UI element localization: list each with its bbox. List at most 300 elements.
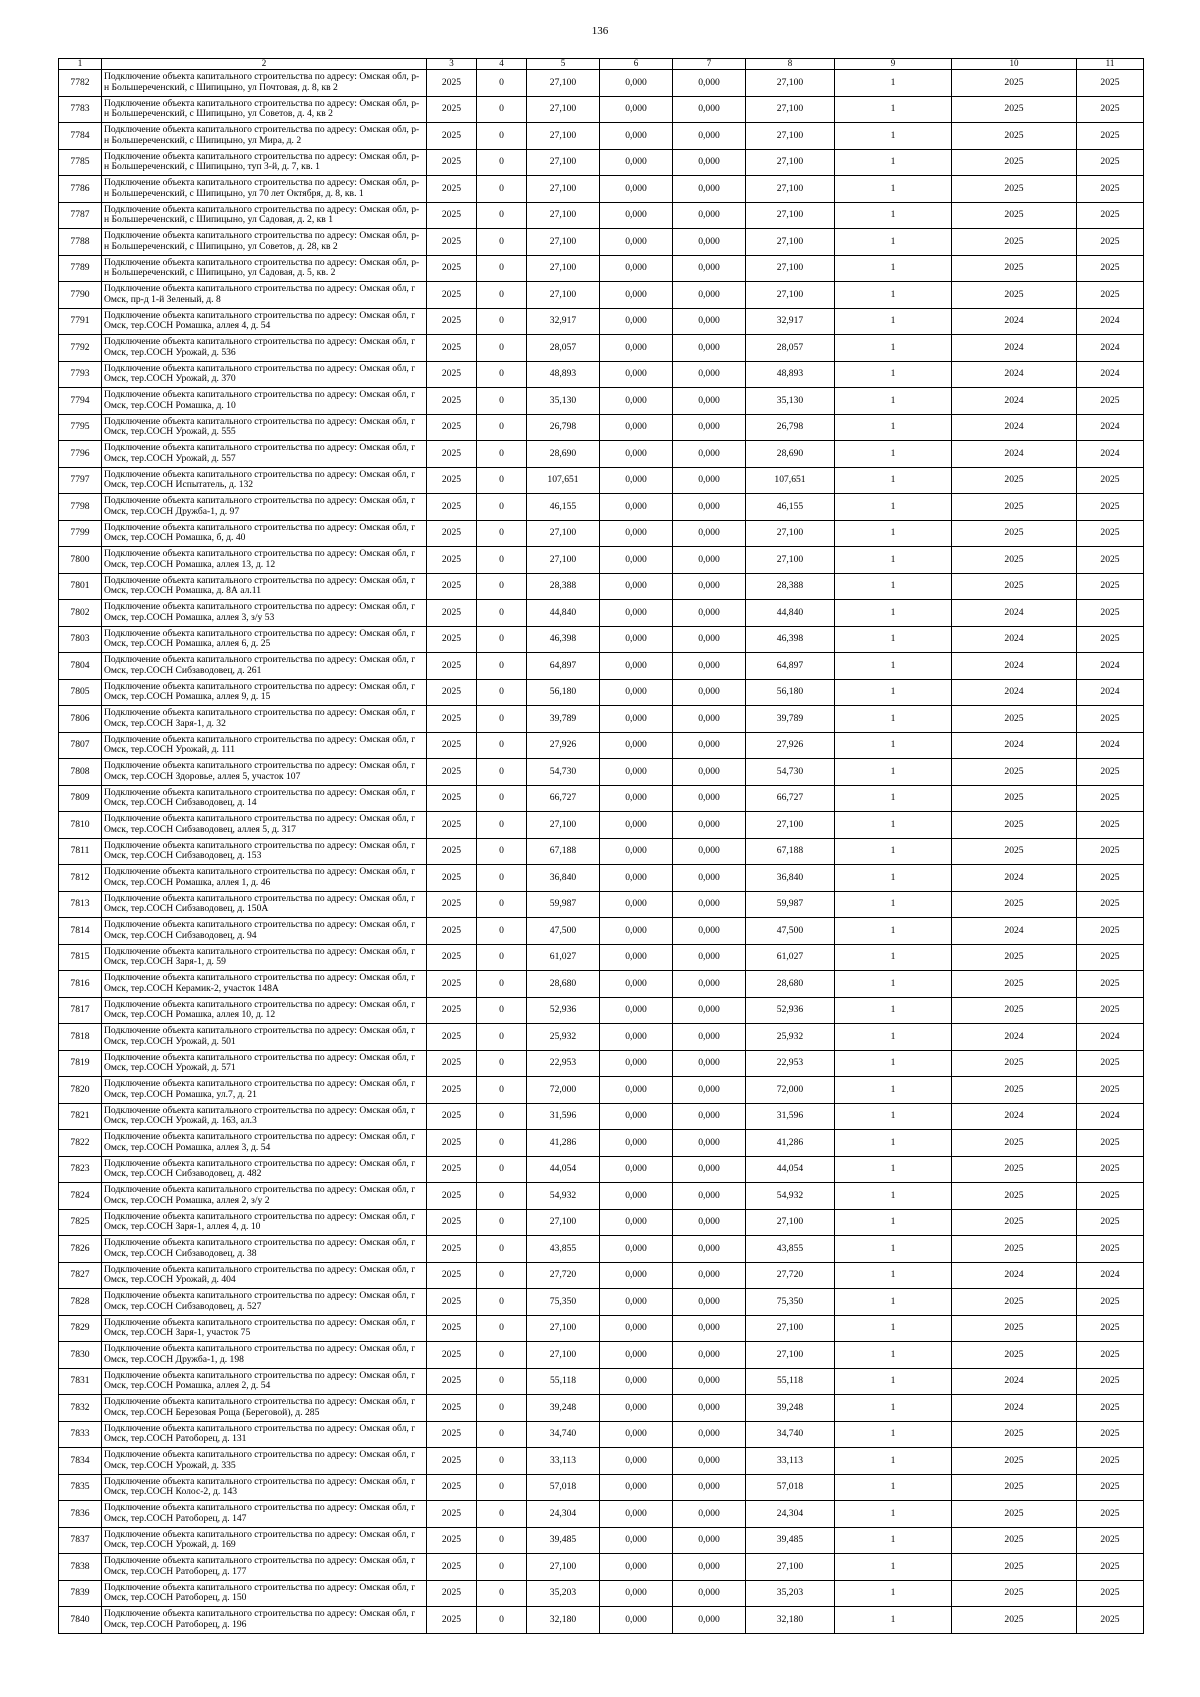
col-3-year-cell: 2025 [427,202,477,229]
col-7-amount-cell: 0,000 [673,732,746,759]
table-row [59,706,1144,733]
col-5-amount-cell: 54,932 [527,1183,600,1210]
col-6-amount-cell: 0,000 [600,388,673,415]
col-6-amount-cell: 0,000 [600,202,673,229]
object-description-cell: Подключение объекта капитального строительства по адресу: Омская обл, г Омск, тер.СОСН Колос-2, д. 143 [102,1474,427,1501]
col-5-amount-cell: 27,100 [527,520,600,547]
col-3-year-cell: 2025 [427,255,477,282]
col-11-year-cell: 2025 [1077,547,1144,574]
col-11-year-cell: 2025 [1077,96,1144,123]
col-8-amount-cell: 35,130 [746,388,835,415]
col-10-year-cell: 2024 [952,308,1077,335]
column-header-2: 2 [102,59,427,70]
column-header-11: 11 [1077,59,1144,70]
object-description-cell: Подключение объекта капитального строительства по адресу: Омская обл, г Омск, тер.СОСН Урожай, д. 404 [102,1262,427,1289]
col-8-amount-cell: 27,100 [746,1554,835,1581]
row-number-cell: 7795 [59,414,102,441]
col-11-year-cell: 2025 [1077,918,1144,945]
col-4-value-cell: 0 [477,494,527,521]
col-9-count-cell: 1 [835,1077,952,1104]
table-row [59,229,1144,256]
col-3-year-cell: 2025 [427,1342,477,1369]
col-7-amount-cell: 0,000 [673,361,746,388]
table-row [59,1183,1144,1210]
table-row [59,1421,1144,1448]
col-9-count-cell: 1 [835,176,952,203]
row-number-cell: 7826 [59,1236,102,1263]
col-3-year-cell: 2025 [427,891,477,918]
object-description-cell: Подключение объекта капитального строительства по адресу: Омская обл, г Омск, тер.СОСН Урожай, д. 557 [102,441,427,468]
col-11-year-cell: 2025 [1077,149,1144,176]
table-row [59,759,1144,786]
col-8-amount-cell: 34,740 [746,1421,835,1448]
col-6-amount-cell: 0,000 [600,1050,673,1077]
table-row [59,944,1144,971]
col-8-amount-cell: 48,893 [746,361,835,388]
col-9-count-cell: 1 [835,1501,952,1528]
row-number-cell: 7788 [59,229,102,256]
col-9-count-cell: 1 [835,1209,952,1236]
col-7-amount-cell: 0,000 [673,202,746,229]
object-description-cell: Подключение объекта капитального строительства по адресу: Омская обл, г Омск, тер.СОСН Ромашка, б, д. 40 [102,520,427,547]
object-description-cell: Подключение объекта капитального строительства по адресу: Омская обл, г Омск, тер.СОСН Урожай, д. 501 [102,1024,427,1051]
row-number-cell: 7787 [59,202,102,229]
col-3-year-cell: 2025 [427,308,477,335]
col-4-value-cell: 0 [477,520,527,547]
col-5-amount-cell: 35,130 [527,388,600,415]
col-11-year-cell: 2025 [1077,520,1144,547]
col-9-count-cell: 1 [835,865,952,892]
table-row [59,573,1144,600]
col-10-year-cell: 2025 [952,1315,1077,1342]
col-5-amount-cell: 27,100 [527,255,600,282]
col-3-year-cell: 2025 [427,1289,477,1316]
col-11-year-cell: 2024 [1077,679,1144,706]
table-row [59,494,1144,521]
row-number-cell: 7782 [59,70,102,97]
col-3-year-cell: 2025 [427,1315,477,1342]
col-4-value-cell: 0 [477,785,527,812]
col-10-year-cell: 2025 [952,1607,1077,1634]
col-5-amount-cell: 44,054 [527,1156,600,1183]
row-number-cell: 7791 [59,308,102,335]
col-4-value-cell: 0 [477,176,527,203]
col-11-year-cell: 2025 [1077,865,1144,892]
col-10-year-cell: 2025 [952,1342,1077,1369]
col-9-count-cell: 1 [835,1342,952,1369]
col-3-year-cell: 2025 [427,388,477,415]
col-8-amount-cell: 67,188 [746,838,835,865]
object-description-cell: Подключение объекта капитального строительства по адресу: Омская обл, г Омск, тер.СОСН Здоровье, аллея 5, участок 107 [102,759,427,786]
col-10-year-cell: 2025 [952,255,1077,282]
col-8-amount-cell: 27,100 [746,1315,835,1342]
col-7-amount-cell: 0,000 [673,573,746,600]
col-9-count-cell: 1 [835,255,952,282]
col-7-amount-cell: 0,000 [673,520,746,547]
col-7-amount-cell: 0,000 [673,1050,746,1077]
col-5-amount-cell: 64,897 [527,653,600,680]
row-number-cell: 7833 [59,1421,102,1448]
table-row [59,308,1144,335]
col-4-value-cell: 0 [477,1050,527,1077]
object-description-cell: Подключение объекта капитального строительства по адресу: Омская обл, г Омск, тер.СОСН Заря-1, аллея 4, д. 10 [102,1209,427,1236]
object-description-cell: Подключение объекта капитального строительства по адресу: Омская обл, г Омск, тер.СОСН Керамик-2, участок 148А [102,971,427,998]
col-4-value-cell: 0 [477,1607,527,1634]
table-row [59,1501,1144,1528]
col-10-year-cell: 2025 [952,1580,1077,1607]
col-10-year-cell: 2025 [952,997,1077,1024]
col-6-amount-cell: 0,000 [600,1236,673,1263]
col-4-value-cell: 0 [477,1580,527,1607]
col-4-value-cell: 0 [477,1342,527,1369]
row-number-cell: 7807 [59,732,102,759]
object-description-cell: Подключение объекта капитального строительства по адресу: Омская обл, г Омск, тер.СОСН Ромашка, д. 10 [102,388,427,415]
col-5-amount-cell: 32,917 [527,308,600,335]
col-5-amount-cell: 43,855 [527,1236,600,1263]
col-5-amount-cell: 27,100 [527,123,600,150]
table-row [59,441,1144,468]
col-3-year-cell: 2025 [427,1156,477,1183]
col-3-year-cell: 2025 [427,1050,477,1077]
col-7-amount-cell: 0,000 [673,282,746,309]
object-description-cell: Подключение объекта капитального строительства по адресу: Омская обл, г Омск, тер.СОСН Урожай, д. 169 [102,1527,427,1554]
col-9-count-cell: 1 [835,918,952,945]
col-10-year-cell: 2025 [952,1077,1077,1104]
col-7-amount-cell: 0,000 [673,1342,746,1369]
col-3-year-cell: 2025 [427,149,477,176]
col-8-amount-cell: 75,350 [746,1289,835,1316]
col-9-count-cell: 1 [835,626,952,653]
col-6-amount-cell: 0,000 [600,1421,673,1448]
col-9-count-cell: 1 [835,149,952,176]
table-row [59,1236,1144,1263]
object-description-cell: Подключение объекта капитального строительства по адресу: Омская обл, р-н Большереченский, с Шипицыно, ул Садовая, д. 5, кв. 2 [102,255,427,282]
col-10-year-cell: 2025 [952,1289,1077,1316]
col-6-amount-cell: 0,000 [600,1527,673,1554]
col-6-amount-cell: 0,000 [600,467,673,494]
col-10-year-cell: 2024 [952,600,1077,627]
row-number-cell: 7784 [59,123,102,150]
col-7-amount-cell: 0,000 [673,997,746,1024]
row-number-cell: 7818 [59,1024,102,1051]
col-4-value-cell: 0 [477,388,527,415]
row-number-cell: 7815 [59,944,102,971]
col-7-amount-cell: 0,000 [673,70,746,97]
col-7-amount-cell: 0,000 [673,149,746,176]
col-7-amount-cell: 0,000 [673,1315,746,1342]
col-4-value-cell: 0 [477,255,527,282]
col-5-amount-cell: 59,987 [527,891,600,918]
col-11-year-cell: 2024 [1077,1262,1144,1289]
object-description-cell: Подключение объекта капитального строительства по адресу: Омская обл, г Омск, тер.СОСН Сибзаводовец, аллея 5, д. 317 [102,812,427,839]
row-number-cell: 7799 [59,520,102,547]
col-7-amount-cell: 0,000 [673,547,746,574]
col-6-amount-cell: 0,000 [600,1554,673,1581]
col-10-year-cell: 2025 [952,891,1077,918]
col-5-amount-cell: 46,155 [527,494,600,521]
col-7-amount-cell: 0,000 [673,679,746,706]
col-6-amount-cell: 0,000 [600,1209,673,1236]
col-5-amount-cell: 107,651 [527,467,600,494]
table-row [59,547,1144,574]
col-4-value-cell: 0 [477,865,527,892]
col-10-year-cell: 2024 [952,732,1077,759]
col-5-amount-cell: 27,100 [527,176,600,203]
col-6-amount-cell: 0,000 [600,1130,673,1157]
col-5-amount-cell: 28,388 [527,573,600,600]
table-row [59,600,1144,627]
col-4-value-cell: 0 [477,1262,527,1289]
table-row [59,1342,1144,1369]
col-6-amount-cell: 0,000 [600,149,673,176]
col-6-amount-cell: 0,000 [600,679,673,706]
col-8-amount-cell: 46,398 [746,626,835,653]
col-8-amount-cell: 54,730 [746,759,835,786]
col-6-amount-cell: 0,000 [600,547,673,574]
col-10-year-cell: 2025 [952,838,1077,865]
col-7-amount-cell: 0,000 [673,1448,746,1475]
col-3-year-cell: 2025 [427,944,477,971]
object-description-cell: Подключение объекта капитального строительства по адресу: Омская обл, р-н Большереченский, с Шипицыно, ул Советов, д. 28, кв 2 [102,229,427,256]
row-number-cell: 7837 [59,1527,102,1554]
col-9-count-cell: 1 [835,335,952,362]
col-9-count-cell: 1 [835,96,952,123]
col-11-year-cell: 2025 [1077,1183,1144,1210]
col-3-year-cell: 2025 [427,494,477,521]
row-number-cell: 7789 [59,255,102,282]
col-6-amount-cell: 0,000 [600,308,673,335]
col-11-year-cell: 2025 [1077,282,1144,309]
col-9-count-cell: 1 [835,944,952,971]
col-3-year-cell: 2025 [427,1580,477,1607]
col-9-count-cell: 1 [835,600,952,627]
table-row [59,1209,1144,1236]
col-11-year-cell: 2025 [1077,255,1144,282]
col-3-year-cell: 2025 [427,1077,477,1104]
col-7-amount-cell: 0,000 [673,706,746,733]
col-8-amount-cell: 27,100 [746,1209,835,1236]
col-4-value-cell: 0 [477,547,527,574]
table-row [59,1156,1144,1183]
col-7-amount-cell: 0,000 [673,441,746,468]
col-10-year-cell: 2025 [952,1156,1077,1183]
col-5-amount-cell: 27,100 [527,149,600,176]
table-row [59,1554,1144,1581]
col-6-amount-cell: 0,000 [600,1289,673,1316]
col-10-year-cell: 2025 [952,123,1077,150]
object-description-cell: Подключение объекта капитального строительства по адресу: Омская обл, г Омск, тер.СОСН Ромашка, ул.7, д. 21 [102,1077,427,1104]
col-10-year-cell: 2025 [952,971,1077,998]
col-10-year-cell: 2024 [952,1024,1077,1051]
col-10-year-cell: 2025 [952,1236,1077,1263]
col-6-amount-cell: 0,000 [600,1580,673,1607]
object-description-cell: Подключение объекта капитального строительства по адресу: Омская обл, р-н Большереченский, с Шипицыно, ул Советов, д. 4, кв 2 [102,96,427,123]
col-8-amount-cell: 27,100 [746,812,835,839]
col-3-year-cell: 2025 [427,1527,477,1554]
object-description-cell: Подключение объекта капитального строительства по адресу: Омская обл, г Омск, тер.СОСН Заря-1, д. 32 [102,706,427,733]
col-5-amount-cell: 57,018 [527,1474,600,1501]
col-7-amount-cell: 0,000 [673,335,746,362]
col-11-year-cell: 2025 [1077,785,1144,812]
col-3-year-cell: 2025 [427,335,477,362]
col-3-year-cell: 2025 [427,759,477,786]
col-6-amount-cell: 0,000 [600,441,673,468]
object-description-cell: Подключение объекта капитального строительства по адресу: Омская обл, г Омск, тер.СОСН Ратоборец, д. 196 [102,1607,427,1634]
col-3-year-cell: 2025 [427,1262,477,1289]
col-5-amount-cell: 39,789 [527,706,600,733]
col-3-year-cell: 2025 [427,520,477,547]
col-5-amount-cell: 27,100 [527,1209,600,1236]
table-row [59,1368,1144,1395]
col-3-year-cell: 2025 [427,679,477,706]
col-10-year-cell: 2024 [952,414,1077,441]
object-description-cell: Подключение объекта капитального строительства по адресу: Омская обл, г Омск, пр-д 1-й Зеленый, д. 8 [102,282,427,309]
col-11-year-cell: 2025 [1077,891,1144,918]
row-number-cell: 7797 [59,467,102,494]
col-4-value-cell: 0 [477,361,527,388]
object-description-cell: Подключение объекта капитального строительства по адресу: Омская обл, г Омск, тер.СОСН Сибзаводовец, д. 38 [102,1236,427,1263]
col-6-amount-cell: 0,000 [600,1607,673,1634]
row-number-cell: 7829 [59,1315,102,1342]
column-header-9: 9 [835,59,952,70]
col-7-amount-cell: 0,000 [673,414,746,441]
object-description-cell: Подключение объекта капитального строительства по адресу: Омская обл, г Омск, тер.СОСН Сибзаводовец, д. 153 [102,838,427,865]
col-4-value-cell: 0 [477,1156,527,1183]
col-11-year-cell: 2025 [1077,944,1144,971]
col-6-amount-cell: 0,000 [600,1103,673,1130]
col-8-amount-cell: 27,720 [746,1262,835,1289]
table-row [59,149,1144,176]
row-number-cell: 7828 [59,1289,102,1316]
col-7-amount-cell: 0,000 [673,1262,746,1289]
col-11-year-cell: 2024 [1077,414,1144,441]
col-9-count-cell: 1 [835,732,952,759]
col-4-value-cell: 0 [477,732,527,759]
col-6-amount-cell: 0,000 [600,812,673,839]
col-8-amount-cell: 57,018 [746,1474,835,1501]
col-9-count-cell: 1 [835,1315,952,1342]
col-3-year-cell: 2025 [427,838,477,865]
col-8-amount-cell: 27,100 [746,547,835,574]
col-11-year-cell: 2025 [1077,494,1144,521]
table-row [59,176,1144,203]
row-number-cell: 7811 [59,838,102,865]
col-4-value-cell: 0 [477,891,527,918]
col-10-year-cell: 2025 [952,1130,1077,1157]
col-10-year-cell: 2025 [952,1448,1077,1475]
col-6-amount-cell: 0,000 [600,759,673,786]
col-8-amount-cell: 36,840 [746,865,835,892]
col-8-amount-cell: 66,727 [746,785,835,812]
object-description-cell: Подключение объекта капитального строительства по адресу: Омская обл, г Омск, тер.СОСН Березовая Роща (Береговой), д. 285 [102,1395,427,1422]
table-row [59,1130,1144,1157]
col-7-amount-cell: 0,000 [673,1156,746,1183]
column-number-row [59,59,1144,70]
col-5-amount-cell: 46,398 [527,626,600,653]
col-10-year-cell: 2025 [952,176,1077,203]
object-description-cell: Подключение объекта капитального строительства по адресу: Омская обл, г Омск, тер.СОСН Урожай, д. 571 [102,1050,427,1077]
col-3-year-cell: 2025 [427,282,477,309]
col-8-amount-cell: 32,180 [746,1607,835,1634]
col-4-value-cell: 0 [477,308,527,335]
object-description-cell: Подключение объекта капитального строительства по адресу: Омская обл, г Омск, тер.СОСН Ромашка, аллея 4, д. 54 [102,308,427,335]
col-9-count-cell: 1 [835,282,952,309]
col-9-count-cell: 1 [835,1448,952,1475]
col-6-amount-cell: 0,000 [600,494,673,521]
col-5-amount-cell: 47,500 [527,918,600,945]
object-description-cell: Подключение объекта капитального строительства по адресу: Омская обл, г Омск, тер.СОСН Сибзаводовец, д. 261 [102,653,427,680]
col-9-count-cell: 1 [835,229,952,256]
col-3-year-cell: 2025 [427,600,477,627]
object-description-cell: Подключение объекта капитального строительства по адресу: Омская обл, р-н Большереченский, с Шипицыно, ул Почтовая, д. 8, кв 2 [102,70,427,97]
col-8-amount-cell: 56,180 [746,679,835,706]
object-description-cell: Подключение объекта капитального строительства по адресу: Омская обл, г Омск, тер.СОСН Сибзаводовец, д. 482 [102,1156,427,1183]
object-description-cell: Подключение объекта капитального строительства по адресу: Омская обл, р-н Большереченский, с Шипицыно, ул 70 лет Октября, д. 8, кв. 1 [102,176,427,203]
col-4-value-cell: 0 [477,653,527,680]
col-7-amount-cell: 0,000 [673,1236,746,1263]
col-4-value-cell: 0 [477,1474,527,1501]
col-8-amount-cell: 25,932 [746,1024,835,1051]
col-5-amount-cell: 27,100 [527,1315,600,1342]
col-10-year-cell: 2024 [952,679,1077,706]
col-6-amount-cell: 0,000 [600,865,673,892]
object-description-cell: Подключение объекта капитального строительства по адресу: Омская обл, г Омск, тер.СОСН Ромашка, аллея 6, д. 25 [102,626,427,653]
col-3-year-cell: 2025 [427,785,477,812]
col-5-amount-cell: 27,100 [527,70,600,97]
col-4-value-cell: 0 [477,1315,527,1342]
col-11-year-cell: 2025 [1077,1607,1144,1634]
col-4-value-cell: 0 [477,441,527,468]
col-3-year-cell: 2025 [427,1209,477,1236]
col-10-year-cell: 2024 [952,865,1077,892]
col-10-year-cell: 2024 [952,361,1077,388]
col-8-amount-cell: 64,897 [746,653,835,680]
col-5-amount-cell: 48,893 [527,361,600,388]
col-10-year-cell: 2025 [952,96,1077,123]
col-6-amount-cell: 0,000 [600,891,673,918]
col-9-count-cell: 1 [835,1156,952,1183]
col-4-value-cell: 0 [477,626,527,653]
col-6-amount-cell: 0,000 [600,600,673,627]
row-number-cell: 7808 [59,759,102,786]
col-3-year-cell: 2025 [427,441,477,468]
table-row [59,653,1144,680]
col-3-year-cell: 2025 [427,96,477,123]
row-number-cell: 7824 [59,1183,102,1210]
col-8-amount-cell: 47,500 [746,918,835,945]
col-9-count-cell: 1 [835,308,952,335]
table-row [59,388,1144,415]
row-number-cell: 7803 [59,626,102,653]
col-7-amount-cell: 0,000 [673,600,746,627]
col-11-year-cell: 2025 [1077,70,1144,97]
table-row [59,971,1144,998]
col-6-amount-cell: 0,000 [600,838,673,865]
col-11-year-cell: 2024 [1077,361,1144,388]
col-6-amount-cell: 0,000 [600,176,673,203]
col-8-amount-cell: 26,798 [746,414,835,441]
col-3-year-cell: 2025 [427,732,477,759]
object-description-cell: Подключение объекта капитального строительства по адресу: Омская обл, г Омск, тер.СОСН Дружба-1, д. 97 [102,494,427,521]
col-8-amount-cell: 28,057 [746,335,835,362]
col-7-amount-cell: 0,000 [673,308,746,335]
col-4-value-cell: 0 [477,1103,527,1130]
object-description-cell: Подключение объекта капитального строительства по адресу: Омская обл, г Омск, тер.СОСН Заря-1, участок 75 [102,1315,427,1342]
col-3-year-cell: 2025 [427,1183,477,1210]
row-number-cell: 7817 [59,997,102,1024]
col-6-amount-cell: 0,000 [600,1368,673,1395]
row-number-cell: 7802 [59,600,102,627]
